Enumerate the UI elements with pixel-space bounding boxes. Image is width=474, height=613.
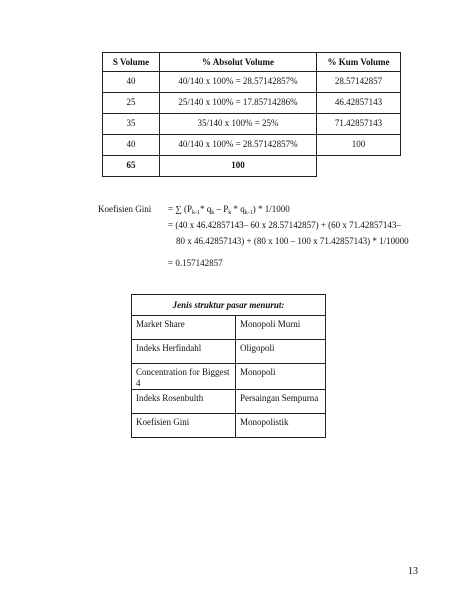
gini-label: Koefisien Gini [98,204,152,214]
cell-measure: Market Share [132,316,236,340]
market-table-header [132,295,326,316]
total-absolut-volume: 100 [160,156,317,177]
empty-cell [317,156,401,177]
cell-kum-volume: 28.57142857 [317,72,401,93]
cell-s-volume: 40 [103,72,160,93]
gini-calculation-line-1: = (40 x 46.42857143– 60 x 28.57142857) + (60 x 71.42857143– [168,220,401,230]
cell-structure: Monopolistik [236,414,326,438]
table-row [103,93,401,114]
cell-absolut-volume: 25/140 x 100% = 17.85714286% [160,93,317,114]
cell-structure: Monopoli Murni [236,316,326,340]
volume-table-header [103,53,401,72]
cell-absolut-volume: 40/140 x 100% = 28.57142857% [160,72,317,93]
cell-structure: Persaingan Sempurna [236,390,326,414]
gini-result: = 0.157142857 [168,258,223,268]
cell-measure: Indeks Herfindahl [132,340,236,364]
cell-kum-volume: 46.42857143 [317,93,401,114]
table-row [132,414,326,438]
cell-absolut-volume: 35/140 x 100% = 25% [160,114,317,135]
table-row [103,114,401,135]
cell-s-volume: 35 [103,114,160,135]
table-row [103,72,401,93]
gini-formula-line: = ∑ ($P_{k-1}*$ $q_k - P_k * q_{k-1}) * 1/1000$ [168,204,290,216]
table-row [132,390,326,414]
market-table-title: Jenis struktur pasar menurut: [132,295,326,316]
cell-measure: Indeks Rosenbulth [132,390,236,414]
header-absolut-volume: % Absolut Volume [160,53,317,72]
table-row [132,340,326,364]
gini-calculation-line-2: 80 x 46.42857143) + (80 x 100 – 100 x 71.42857143) * 1/10000 [176,236,409,246]
cell-s-volume: 40 [103,135,160,156]
total-s-volume: 65 [103,156,160,177]
cell-kum-volume: 100 [317,135,401,156]
cell-absolut-volume: 40/140 x 100% = 28.57142857% [160,135,317,156]
volume-table [102,52,401,177]
cell-measure: Koefisien Gini [132,414,236,438]
table-row [132,364,326,390]
table-total-row [103,156,401,177]
page-number: 13 [408,566,418,577]
cell-structure: Monopoli [236,364,326,390]
table-row [103,135,401,156]
header-s-volume: S Volume [103,53,160,72]
market-structure-table [131,294,326,438]
cell-structure: Oligopoli [236,340,326,364]
cell-kum-volume: 71.42857143 [317,114,401,135]
cell-measure: Concentration for Biggest 4 [132,364,236,390]
header-kum-volume: % Kum Volume [317,53,401,72]
table-row [132,316,326,340]
cell-s-volume: 25 [103,93,160,114]
